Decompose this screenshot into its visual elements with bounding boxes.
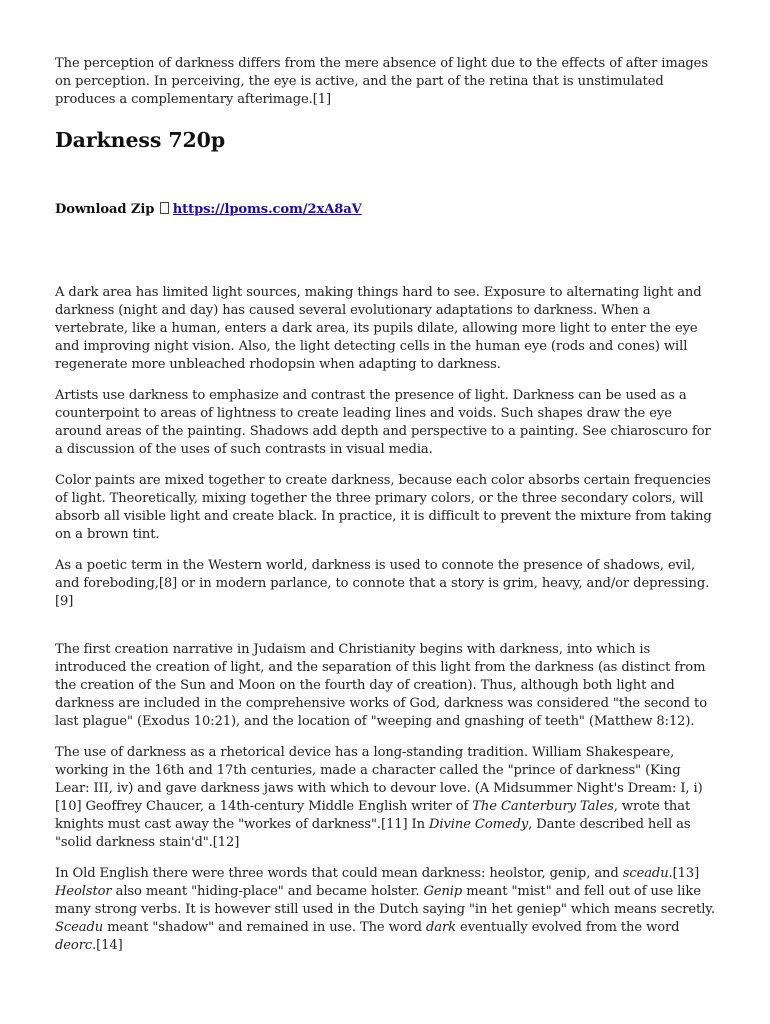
word-term: Sceadu	[55, 920, 104, 935]
download-label: Download Zip	[55, 202, 155, 217]
book-title: Divine Comedy	[429, 817, 529, 832]
text-run: , Dante described hell as "solid darkness stain'd".[12]	[55, 817, 691, 850]
word-term: sceadu	[622, 866, 669, 881]
text-run: In Old English there were three words that could mean darkness: heolstor, genip, and	[55, 866, 623, 881]
word-term: Heolstor	[55, 884, 112, 899]
paragraph-creation-narrative: The first creation narrative in Judaism and Christianity begins with darkness, into which is introduced the creation of light, and the separation of this light from the darkness (as distinct from the creation of the Sun and Moon on the fourth day of creation). Thus, although both light and darkness are included in the comprehensive works of God, darkness was considered "the second to last plague" (Exodus 10:21), and the location of "weeping and gnashing of teeth" (Matthew 8:12).	[55, 642, 707, 729]
paragraph-old-english	[55, 865, 715, 955]
paragraph-color-paints: Color paints are mixed together to create darkness, because each color absorbs certain frequencies of light. Theoretically, mixing together the three primary colors, or the three secondary colors, will absorb all visible light and create black. In practice, it is difficult to prevent the mixture from taking on a brown tint.	[55, 473, 712, 542]
download-link[interactable]: https://lpoms.com/2xA8aV	[172, 202, 362, 217]
page-title: Darkness 720p	[55, 128, 226, 152]
text-run: also meant "hiding-place" and became holster.	[111, 884, 424, 899]
document-page	[55, 55, 715, 955]
paragraph-dark-area: A dark area has limited light sources, making things hard to see. Exposure to alternating light and darkness (night and day) has caused several evolutionary adaptations to darkness. When a vertebrate, like a human, enters a dark area, its pupils dilate, allowing more light to enter the eye and improving night vision. Also, the light detecting cells in the human eye (rods and cones) will regenerate more unbleached rhodopsin when adapting to darkness.	[55, 285, 702, 372]
book-title: The Canterbury Tales	[472, 799, 614, 814]
download-arrow-icon	[160, 202, 169, 214]
text-run: The use of darkness as a rhetorical device has a long-standing tradition. William Shakespeare, working in the 16th and 17th centuries, made a character called the "prince of darkness" (King Lear: III, iv) and gave darkness jaws with which to devour love. (A Midsummer Night's Dream: I, i)[10] Geoffrey Chaucer, a 14th-century Middle English writer of	[55, 745, 703, 814]
text-run: , wrote that knights must cast away the "workes of darkness".[11] In	[55, 799, 691, 832]
intro-paragraph: The perception of darkness differs from the mere absence of light due to the effects of after images on perception. In perceiving, the eye is active, and the part of the retina that is unstimulated produces a complementary afterimage.[1]	[55, 56, 708, 107]
word-term: dark	[426, 920, 456, 935]
download-line	[55, 201, 715, 219]
text-run: meant "mist" and fell out of use like many strong verbs. It is however still used in the Dutch saying "in het geniep" which means secretly.	[55, 884, 715, 917]
word-term: deorc	[55, 938, 93, 953]
paragraph-rhetorical-device	[55, 744, 715, 852]
paragraph-poetic-term: As a poetic term in the Western world, darkness is used to connote the presence of shadows, evil, and foreboding,[8] or in modern parlance, to connote that a story is grim, heavy, and/or depressing.[9]	[55, 558, 710, 609]
text-run: meant "shadow" and remained in use. The word	[103, 920, 427, 935]
word-term: Genip	[423, 884, 463, 899]
text-run: eventually evolved from the word	[456, 920, 680, 935]
paragraph-artists: Artists use darkness to emphasize and contrast the presence of light. Darkness can be used as a counterpoint to areas of lightness to create leading lines and voids. Such shapes draw the eye around areas of the painting. Shadows add depth and perspective to a painting. See chiaroscuro for a discussion of the uses of such contrasts in visual media.	[55, 388, 711, 457]
text-run: .[14]	[92, 938, 123, 953]
text-run: .[13]	[668, 866, 700, 881]
